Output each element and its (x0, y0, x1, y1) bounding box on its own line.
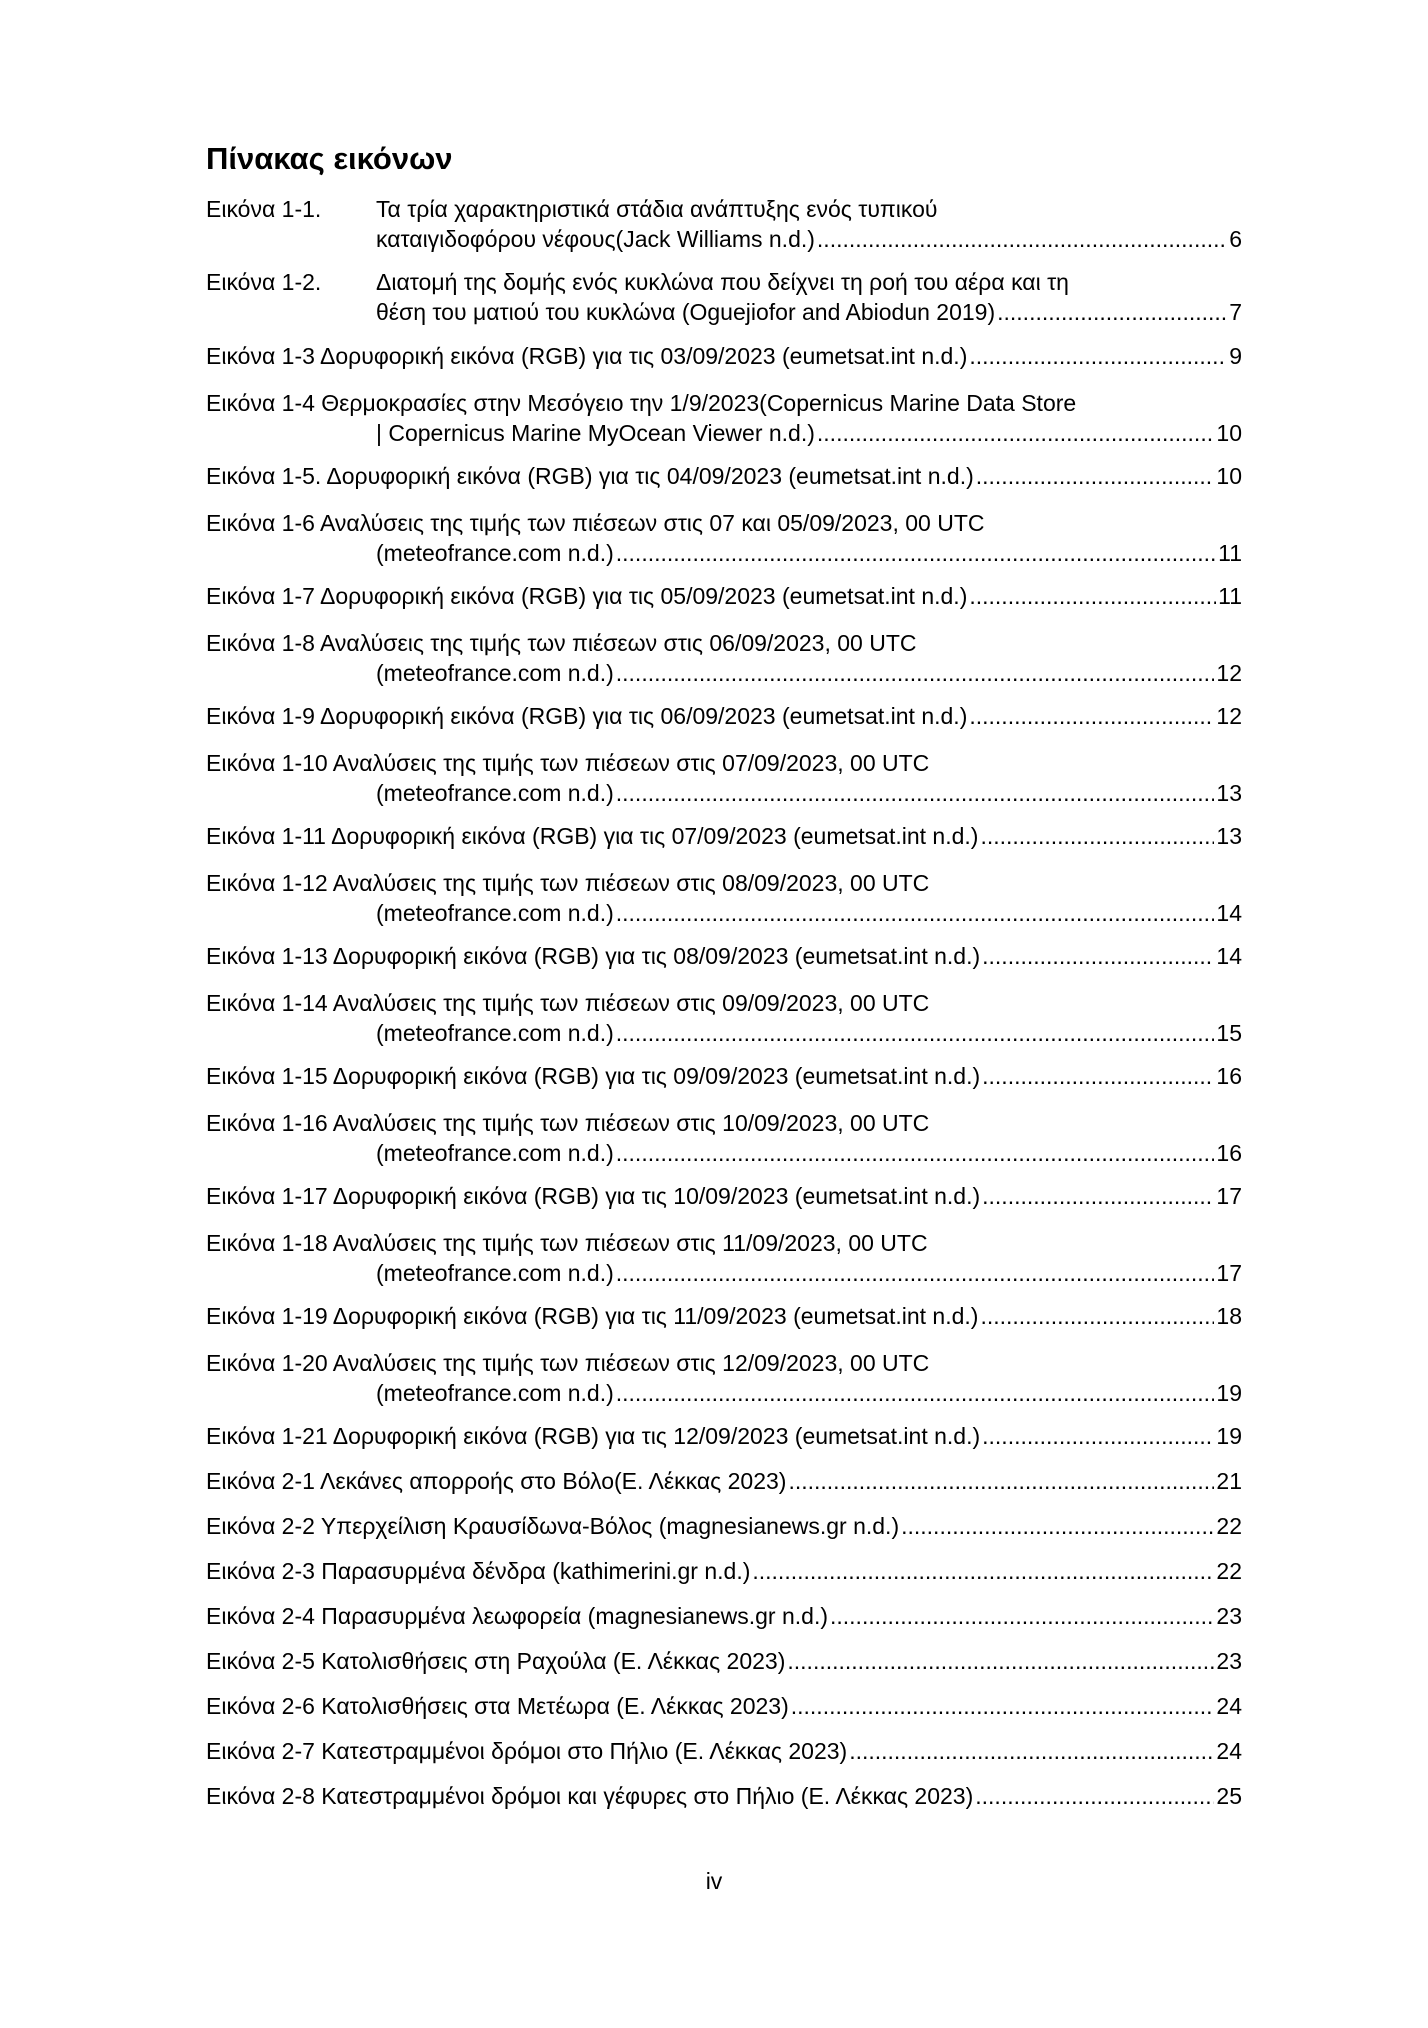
toc-entry[interactable] (206, 461, 1242, 491)
entry-text: Εικόνα 1-15 Δορυφορική εικόνα (RGB) για τις 09/09/2023 (eumetsat.int n.d.) (206, 1063, 981, 1089)
entry-line (206, 1421, 1242, 1451)
toc-entry[interactable] (206, 1466, 1242, 1496)
entry-page: 22 (1216, 1513, 1242, 1539)
dot-leader (982, 1181, 1214, 1211)
entry-last-line (206, 778, 1242, 808)
entry-text: Εικόνα 2-4 Παρασυρμένα λεωφορεία (magnesianews.gr n.d.) (206, 1603, 828, 1629)
entry-page: 14 (1216, 900, 1242, 926)
entry-line (206, 1181, 1242, 1211)
entry-last-line (206, 418, 1242, 448)
entry-text-line1: Εικόνα 1-8 Αναλύσεις της τιμής των πιέσεων στις 06/09/2023, 00 UTC (206, 630, 917, 656)
dot-leader (752, 1556, 1214, 1586)
entry-text-line2: (meteofrance.com n.d.) (376, 900, 614, 926)
dot-leader (969, 341, 1227, 371)
dot-leader (616, 898, 1215, 928)
entry-page: 6 (1229, 226, 1242, 252)
entry-last-line (206, 658, 1242, 688)
toc-entry[interactable] (206, 388, 1242, 448)
entry-page: 11 (1218, 540, 1242, 566)
entry-line (206, 581, 1242, 611)
entry-text-line2: (meteofrance.com n.d.) (376, 1260, 614, 1286)
entry-line (206, 1301, 1242, 1331)
toc-entry[interactable] (206, 1181, 1242, 1211)
entry-line (206, 1601, 1242, 1631)
entry-line (206, 1736, 1242, 1766)
entry-text: Εικόνα 1-21 Δορυφορική εικόνα (RGB) για τις 12/09/2023 (eumetsat.int n.d.) (206, 1423, 981, 1449)
dot-leader (982, 1421, 1214, 1451)
toc-entry[interactable] (206, 1108, 1242, 1168)
entry-text-line1: Διατομή της δομής ενός κυκλώνα που δείχνει τη ροή του αέρα και τη (376, 269, 1069, 295)
toc-entry[interactable] (206, 628, 1242, 688)
entry-last-line (206, 1258, 1242, 1288)
toc-entry[interactable] (206, 341, 1242, 371)
entry-line (206, 341, 1242, 371)
entry-text: Εικόνα 1-13 Δορυφορική εικόνα (RGB) για τις 08/09/2023 (eumetsat.int n.d.) (206, 943, 981, 969)
entry-text-line2: (meteofrance.com n.d.) (376, 1140, 614, 1166)
dot-leader (616, 1018, 1215, 1048)
entry-last-line (206, 538, 1242, 568)
entry-text-line2: (meteofrance.com n.d.) (376, 660, 614, 686)
entry-text-line2: | Copernicus Marine MyOcean Viewer n.d.) (376, 420, 815, 446)
dot-leader (997, 297, 1227, 327)
entry-page: 14 (1216, 943, 1242, 969)
entry-text: Εικόνα 2-8 Κατεστραμμένοι δρόμοι και γέφυρες στο Πήλιο (Ε. Λέκκας 2023) (206, 1783, 974, 1809)
toc-entry[interactable] (206, 1556, 1242, 1586)
entry-line (206, 701, 1242, 731)
toc-entry[interactable] (206, 1348, 1242, 1408)
entry-text: Εικόνα 1-11 Δορυφορική εικόνα (RGB) για τις 07/09/2023 (eumetsat.int n.d.) (206, 823, 979, 849)
entry-last-line (206, 1378, 1242, 1408)
toc-entry[interactable] (206, 581, 1242, 611)
entry-page: 10 (1216, 463, 1242, 489)
entry-page: 23 (1216, 1603, 1242, 1629)
entry-line (206, 1691, 1242, 1721)
entry-line (206, 941, 1242, 971)
dot-leader (969, 701, 1214, 731)
dot-leader (976, 461, 1215, 491)
entry-line (206, 461, 1242, 491)
toc-entry[interactable] (206, 508, 1242, 568)
entry-text-line2: θέση του ματιού του κυκλώνα (Oguejiofor and Abiodun 2019) (376, 299, 996, 325)
entry-label: Εικόνα 1-2. (206, 269, 322, 295)
entry-line (206, 1781, 1242, 1811)
dot-leader (788, 1466, 1214, 1496)
entry-page: 21 (1216, 1468, 1242, 1494)
entry-page: 9 (1229, 343, 1242, 369)
entry-page: 16 (1216, 1140, 1242, 1166)
entry-text-line2: (meteofrance.com n.d.) (376, 1020, 614, 1046)
entry-text-line1: Εικόνα 1-10 Αναλύσεις της τιμής των πιέσεων στις 07/09/2023, 00 UTC (206, 750, 930, 776)
entry-last-line (206, 1018, 1242, 1048)
entry-page: 25 (1216, 1783, 1242, 1809)
entry-page: 18 (1216, 1303, 1242, 1329)
entry-page: 15 (1216, 1020, 1242, 1046)
toc-entry[interactable] (206, 821, 1242, 851)
entry-text: Εικόνα 1-9 Δορυφορική εικόνα (RGB) για τις 06/09/2023 (eumetsat.int n.d.) (206, 703, 968, 729)
toc-entry[interactable] (206, 868, 1242, 928)
entry-text: Εικόνα 1-5. Δορυφορική εικόνα (RGB) για τις 04/09/2023 (eumetsat.int n.d.) (206, 463, 974, 489)
toc-entry[interactable] (206, 748, 1242, 808)
entry-page: 10 (1216, 420, 1242, 446)
toc-entry[interactable] (206, 267, 1242, 327)
entry-line (206, 1511, 1242, 1541)
dot-leader (616, 1258, 1215, 1288)
entry-last-line (206, 898, 1242, 928)
toc-entry[interactable] (206, 1061, 1242, 1091)
toc-entry[interactable] (206, 988, 1242, 1048)
entry-text-line1: Εικόνα 1-20 Αναλύσεις της τιμής των πιέσεων στις 12/09/2023, 00 UTC (206, 1350, 930, 1376)
toc-entry[interactable] (206, 1646, 1242, 1676)
entry-page: 19 (1216, 1423, 1242, 1449)
entry-line (206, 1556, 1242, 1586)
entry-page: 23 (1216, 1648, 1242, 1674)
entry-text-line1: Εικόνα 1-12 Αναλύσεις της τιμής των πιέσεων στις 08/09/2023, 00 UTC (206, 870, 930, 896)
dot-leader (830, 1601, 1214, 1631)
entry-text: Εικόνα 2-2 Υπερχείλιση Κραυσίδωνα-Βόλος (magnesianews.gr n.d.) (206, 1513, 900, 1539)
toc-entry[interactable] (206, 194, 1242, 254)
entry-text-line1: Τα τρία χαρακτηριστικά στάδια ανάπτυξης ενός τυπικού (376, 196, 938, 222)
entry-text-line2: (meteofrance.com n.d.) (376, 1380, 614, 1406)
page-title: Πίνακας εικόνων (206, 141, 453, 176)
dot-leader (616, 538, 1216, 568)
entry-text-line2: (meteofrance.com n.d.) (376, 540, 614, 566)
entry-page: 24 (1216, 1738, 1242, 1764)
entry-text-line1: Εικόνα 1-18 Αναλύσεις της τιμής των πιέσεων στις 11/09/2023, 00 UTC (206, 1230, 928, 1256)
dot-leader (980, 821, 1214, 851)
entry-page: 12 (1216, 703, 1242, 729)
entry-page: 22 (1216, 1558, 1242, 1584)
entry-last-line (206, 1138, 1242, 1168)
entry-page: 7 (1229, 299, 1242, 325)
toc-entry[interactable] (206, 1301, 1242, 1331)
entry-line (206, 821, 1242, 851)
entry-page: 17 (1216, 1183, 1242, 1209)
dot-leader (791, 1691, 1215, 1721)
dot-leader (787, 1646, 1214, 1676)
dot-leader (901, 1511, 1214, 1541)
toc-entry[interactable] (206, 701, 1242, 731)
entry-page: 11 (1218, 583, 1242, 609)
entry-page: 16 (1216, 1063, 1242, 1089)
entry-text-line1: Εικόνα 1-4 Θερμοκρασίες στην Μεσόγειο την 1/9/2023(Copernicus Marine Data Store (206, 390, 1077, 416)
toc-entry[interactable] (206, 1691, 1242, 1721)
dot-leader (817, 224, 1227, 254)
dot-leader (616, 1138, 1215, 1168)
entry-text-line1: Εικόνα 1-6 Αναλύσεις της τιμής των πιέσεων στις 07 και 05/09/2023, 00 UTC (206, 510, 985, 536)
entry-page: 17 (1216, 1260, 1242, 1286)
entry-text: Εικόνα 2-7 Κατεστραμμένοι δρόμοι στο Πήλιο (Ε. Λέκκας 2023) (206, 1738, 848, 1764)
entry-line (206, 1646, 1242, 1676)
toc-entry[interactable] (206, 941, 1242, 971)
dot-leader (982, 1061, 1214, 1091)
entry-page: 19 (1216, 1380, 1242, 1406)
entry-text: Εικόνα 2-5 Κατολισθήσεις στη Ραχούλα (Ε. Λέκκας 2023) (206, 1648, 786, 1674)
toc-entry[interactable] (206, 1421, 1242, 1451)
entry-page: 24 (1216, 1693, 1242, 1719)
entry-page: 12 (1216, 660, 1242, 686)
entry-last-line (206, 297, 1242, 327)
entry-text: Εικόνα 1-17 Δορυφορική εικόνα (RGB) για τις 10/09/2023 (eumetsat.int n.d.) (206, 1183, 981, 1209)
entry-text-line1: Εικόνα 1-16 Αναλύσεις της τιμής των πιέσεων στις 10/09/2023, 00 UTC (206, 1110, 930, 1136)
entry-text-line1: Εικόνα 1-14 Αναλύσεις της τιμής των πιέσεων στις 09/09/2023, 00 UTC (206, 990, 930, 1016)
entry-text: Εικόνα 1-19 Δορυφορική εικόνα (RGB) για τις 11/09/2023 (eumetsat.int n.d.) (206, 1303, 979, 1329)
entry-line (206, 1466, 1242, 1496)
entry-text: Εικόνα 2-3 Παρασυρμένα δένδρα (kathimerini.gr n.d.) (206, 1558, 751, 1584)
entry-text: Εικόνα 2-6 Κατολισθήσεις στα Μετέωρα (Ε. Λέκκας 2023) (206, 1693, 789, 1719)
entry-line (206, 1061, 1242, 1091)
toc-entry[interactable] (206, 1736, 1242, 1766)
page-number: iv (705, 1868, 723, 1894)
dot-leader (616, 658, 1215, 688)
dot-leader (975, 1781, 1214, 1811)
dot-leader (616, 1378, 1215, 1408)
dot-leader (980, 1301, 1214, 1331)
entry-text: Εικόνα 2-1 Λεκάνες απορροής στο Βόλο(Ε. Λέκκας 2023) (206, 1468, 787, 1494)
entry-text: Εικόνα 1-7 Δορυφορική εικόνα (RGB) για τις 05/09/2023 (eumetsat.int n.d.) (206, 583, 968, 609)
entry-page: 13 (1216, 823, 1242, 849)
toc-entry[interactable] (206, 1511, 1242, 1541)
entry-text-line2: καταιγιδοφόρου νέφους(Jack Williams n.d.) (376, 226, 815, 252)
entry-page: 13 (1216, 780, 1242, 806)
dot-leader (969, 581, 1216, 611)
dot-leader (616, 778, 1215, 808)
dot-leader (817, 418, 1215, 448)
entry-last-line (206, 224, 1242, 254)
entry-label: Εικόνα 1-1. (206, 196, 322, 222)
dot-leader (982, 941, 1214, 971)
entry-text-line2: (meteofrance.com n.d.) (376, 780, 614, 806)
dot-leader (849, 1736, 1214, 1766)
entry-text: Εικόνα 1-3 Δορυφορική εικόνα (RGB) για τις 03/09/2023 (eumetsat.int n.d.) (206, 343, 968, 369)
toc-entry[interactable] (206, 1601, 1242, 1631)
toc-entry[interactable] (206, 1228, 1242, 1288)
toc-entry[interactable] (206, 1781, 1242, 1811)
